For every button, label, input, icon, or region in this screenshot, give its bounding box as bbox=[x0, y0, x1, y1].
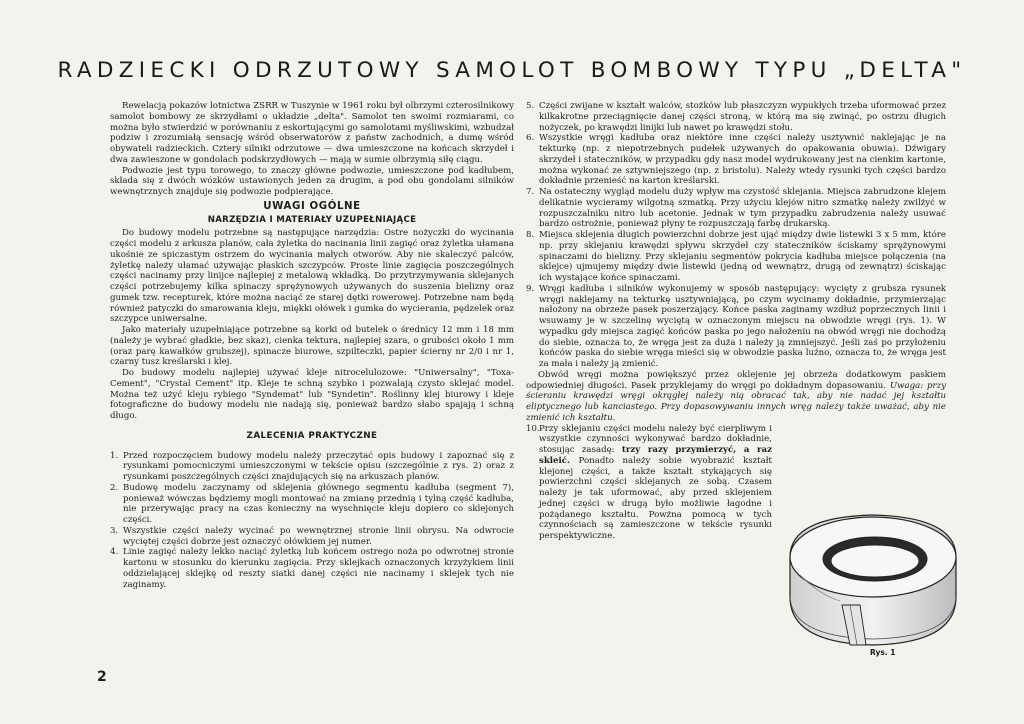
circumference-text: Obwód wręgi można powiększyć przez oklejenie jej obrzeża dodatkowym paskiem odpowiedniej długości. Pasek przyklejamy do wręgi po dokładnym dopasowaniu. bbox=[526, 369, 946, 391]
figure-caption: Rys. 1 bbox=[870, 648, 896, 657]
subsection-heading-recommendations: ZALECENIA PRAKTYCZNE bbox=[246, 430, 378, 441]
left-column bbox=[110, 101, 514, 590]
right-column bbox=[526, 101, 946, 542]
circumference-paragraph bbox=[526, 370, 946, 424]
tools-paragraph-3: Do budowy modelu najlepiej używać kleje nitrocelulozowe: "Uniwersalny", "Toxa-Cement", "Crystal Cement" itp. Kleje te schną szybko i pozwalają czysto sklejać model. Można też użyć kleju rybiego "Syndemat" lub "Syndetin". Roślinny klej biurowy i kleje fotograficzne do budowy modelu nie nadają się, ponieważ bardzo słabo spajają i schną długo. bbox=[110, 368, 514, 421]
list-item: 7. Na ostateczny wygląd modelu duży wpływ ma czystość sklejania. Miejsca zabrudzone klejem delikatnie wycieramy wilgotną szmatką. Przy użyciu klejów nitro szmatkę należy zwilżyć w rozpuszczalniku nitro lub acetonie. Jednak w tym przypadku zabrudzenia należy usuwać bardzo ostrożnie, ponieważ płyny te rozpuszczają farbę drukarską. bbox=[526, 187, 946, 230]
recommendations-list-left bbox=[110, 451, 514, 591]
subsection-heading-tools: NARZĘDZIA I MATERIAŁY UZUPEŁNIAJĄCE bbox=[207, 214, 417, 225]
list-item: 3. Wszystkie części należy wycinać po wewnętrznej stronie linii obrysu. Na odwrocie wyciętej części dobrze jest oznaczyć ołówkiem jej numer. bbox=[110, 525, 514, 547]
figure-ring-strip bbox=[780, 505, 966, 657]
list-item: 4. Linie zagięć należy lekko naciąć żyletką lub końcem ostrego noża po odwrotnej stronie kartonu w stosunku do kierunku zagięcia. Przy sklejkach oznaczonych krzyżykiem linii oddzielającej sklejkę od reszty siatki danej części nie nacinamy i sklejek tych nie zaginamy. bbox=[110, 547, 514, 590]
list-item: 5. Części zwijane w kształt walców, stożków lub płaszczyzn wypukłych trzeba uformować przez kilkakrotne przeciągnięcie danej części stroną, w którą ma się zwinąć, po ostrzu długich nożyczek, po krawędzi linijki lub nawet po krawędzi stołu. bbox=[526, 101, 946, 133]
tools-paragraph-1: Do budowy modelu potrzebne są następujące narzędzia: Ostre nożyczki do wycinania części modelu z arkusza planów, cała żyletka do nacinania linii zagięć oraz żyletka ułamana ukośnie ze spiczastym ostrzem do wycinania małych otworów. Aby nie skaleczyć palców, żyletkę należy ułamać używając płaskich szczypców. Proste linie zagięcia poszczególnych części nacinamy przy linijce najlepiej z metalową wkładką. Do przytrzymywania sklejanych części potrzebujemy kilka spinaczy sprężynowych używanych do suszenia bielizny oraz gumek tzw. recepturek, które można naciąć ze starej dętki rowerowej. Potrzebne nam będą również patyczki do smarowania kleju, miękki ołówek i gumka do wycierania, pędzelek oraz szczypce uniwersalne. bbox=[110, 228, 514, 325]
circumference-note: Uwaga: przy ścieraniu krawędzi wręgi okrągłej należy nią obracać tak, aby nie nadać jej kształtu eliptycznego lub kanciastego. Przy dopasowywaniu innych wręg należy także uważać, aby nie zmienić ich kształtu. bbox=[526, 380, 947, 423]
item-10-list bbox=[526, 424, 772, 542]
list-item: 9. Wręgi kadłuba i silników wykonujemy w sposób następujący: wycięty z grubsza rysunek wręgi naklejamy na tekturkę usztywniającą, po czym wycinamy dokładnie, przymierzając nałożony na obrzeże pasek poszerzający. Końce paska zaginamy wzdłuż poprzecznych linii i wsuwamy je w szczelinę wyciętą w oznaczonym miejscu na obwodzie wręgi (rys. 1). W wypadku gdy miejsca zagięć końców paska po jego nałożeniu na obwód wręgi nie dochodzą do siebie, oznacza to, że wręga jest za duża i należy ją zmniejszyć. Jeśli zaś po przyłożeniu końców paska do siebie wręga mieści się w obwodzie paska luźno, oznacza to, że wręga jest za mała i należy ją zmienić. bbox=[526, 283, 946, 369]
tools-paragraph-2: Jako materiały uzupełniające potrzebne są korki od butelek o średnicy 12 mm i 18 mm (należy je wybrać gładkie, bez skaz), cienka tektura, najlepiej szara, o grubości około 1 mm (oraz parę kawałków grubszej), spinacze biurowe, szpilteczki, papier ścierny nr 2/0 i nr 1, czarny tusz kreślarski i klej. bbox=[110, 325, 514, 368]
recommendations-list-right bbox=[526, 101, 946, 370]
intro-paragraph-1: Rewelacją pokazów lotnictwa ZSRR w Tuszynie w 1961 roku był olbrzymi czterosilnikowy samolot bombowy ze skrzydłami o układzie „delta". Samolot ten swoimi rozmiarami, co można było stwierdzić w porównaniu z eskortującymi go samolotami myśliwskimi, wzbudzał podziw i zrozumiałą sensację wśród obserwatorów z państw zachodnich, a dumę wśród obywateli radzieckich. Cztery silniki odrzutowe — dwa umieszczone na końcach skrzydeł i dwa zawieszone w gondolach podskrzydłowych — mają w sumie olbrzymią siłę ciągu. bbox=[110, 101, 514, 165]
page-number: 2 bbox=[97, 669, 107, 685]
list-item: 10. Przy sklejaniu części modelu należy być cierpliwym i wszystkie czynności wykonywać bardzo dokładnie, stosując zasadę: trzy razy przymierzyć, a raz skleić. Ponadto należy sobie wyobrazić kształt klejonej części, a także kształt stykających się powierzchni części sklejanych ze sobą. Czasem należy je tak uformować, aby przed sklejeniem jednej części w drugą było możliwie łagodne i pożądanego kształtu. Powżna pomocą w tych czynnościach są zamieszczone w tekście rysunki perspektywiczne. bbox=[526, 423, 772, 541]
list-item: 6. Wszystkie wręgi kadłuba oraz niektóre inne części należy usztywnić naklejając je na tekturkę (np. z niepotrzebnych pudełek używanych do opakowania obuwia). Dźwigary skrzydeł i stateczników, w przypadku gdy nasz model wydrukowany jest na cienkim kartonie, można wykonać ze sztywniejszego (np. z bristolu). Należy wtedy rysunki tych części bardzo dokładnie przenieść na karton kreślarski. bbox=[526, 133, 946, 187]
list-item: 1. Przed rozpoczęciem budowy modelu należy przeczytać opis budowy i zapoznać się z rysunkami pomocniczymi umieszczonymi w tekście opisu (szczególnie z rys. 2) oraz z rysunkami poszczególnych części znajdujących się na arkuszach planów. bbox=[110, 450, 514, 482]
list-item: 2. Budowę modelu zaczynamy od sklejenia głównego segmentu kadłuba (segment 7), ponieważ wówczas będziemy mogli montować na zmianę przednią i tylną część kadłuba, nie przerywając pracy na czas konieczny na wyschnięcie kleju dopiero co sklejonych części. bbox=[110, 482, 514, 525]
list-item: 8. Miejsca sklejenia długich powierzchni dobrze jest ująć między dwie listewki 3 x 5 mm, które np. przy sklejaniu krawędzi spływu skrzydeł czy stateczników ściskamy sprężynowymi spinaczami do bielizny. Przy sklejaniu segmentów pokrycia kadłuba miejsce połączenia (na sklejce) ujmujemy między dwie listewki (jedną od wewnątrz, drugą od zewnątrz) ściskając ich wystające końce spinaczami. bbox=[526, 230, 946, 283]
intro-paragraph-2: Podwozie jest typu torowego, to znaczy główne podwozie, umieszczone pod kadłubem, składa się z dwóch wózków ustawionych jeden za drugim, a pod obu gondolami silników wewnętrznych znajduje się podwozie podpierające. bbox=[110, 165, 514, 197]
page-title: RADZIECKI ODRZUTOWY SAMOLOT BOMBOWY TYPU „DELTA" bbox=[57, 58, 967, 83]
section-heading-general: UWAGI OGÓLNE bbox=[263, 200, 361, 212]
